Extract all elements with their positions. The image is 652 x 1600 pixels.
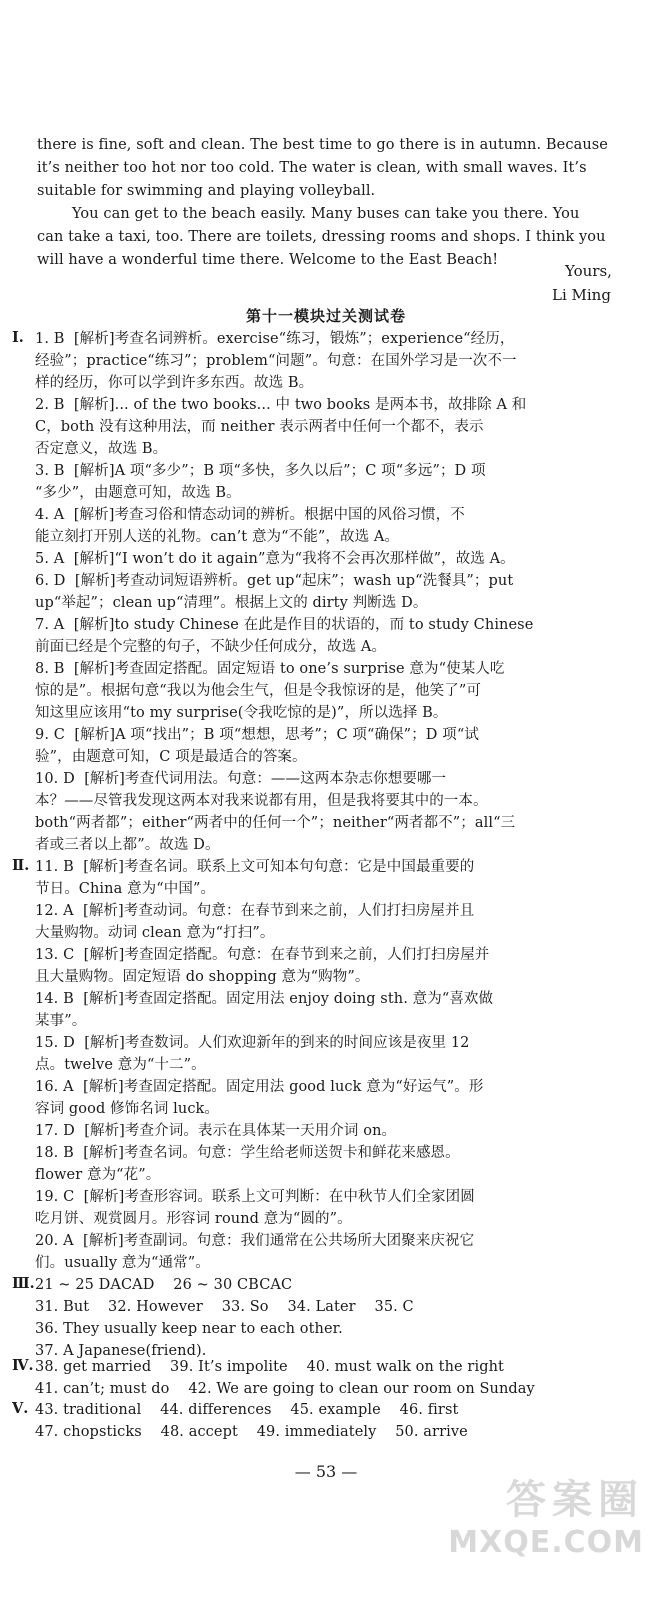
section-marker-i: Ⅰ. (12, 329, 24, 346)
answer-line: 10. D [解析]考查代词用法。句意：——这两本杂志你想要哪一 (35, 771, 447, 787)
answer-line: 否定意义，故选 B。 (35, 441, 168, 457)
answer-line: 节日。China 意为“中国”。 (35, 881, 216, 897)
letter-line: suitable for swimming and playing volleyball. (37, 183, 376, 199)
answer-line: 14. B [解析]考查固定搭配。固定用法 enjoy doing sth. 意为“喜欢做 (35, 991, 494, 1007)
answer-line: 7. A [解析]to study Chinese 在此是作目的状语的，而 to study Chinese (35, 617, 534, 633)
answer-line: up“举起”；clean up“清理”。根据上文的 dirty 判断选 D。 (35, 595, 428, 611)
answer-line: 3. B [解析]A 项“多少”；B 项“多快，多久以后”；C 项“多远”；D 项 (35, 463, 486, 479)
answer-line: 点。twelve 意为“十二”。 (35, 1057, 206, 1073)
answer-line: 15. D [解析]考查数词。人们欢迎新年的到来的时间应该是夜里 12 (35, 1035, 470, 1051)
answer-line: 大量购物。动词 clean 意为“打扫”。 (35, 925, 275, 941)
letter-line: there is fine, soft and clean. The best time to go there is in autumn. Because (37, 137, 608, 153)
answer-line: 4. A [解析]考查习俗和情态动词的辨析。根据中国的风俗习惯，不 (35, 507, 465, 523)
answer-line: 13. C [解析]考查固定搭配。句意：在春节到来之前，人们打扫房屋并 (35, 947, 490, 963)
section-marker-iv: Ⅳ. (12, 1357, 34, 1374)
answer-line: 18. B [解析]考查名词。句意：学生给老师送贺卡和鲜花来感恩。 (35, 1145, 460, 1161)
answer-line: 本？——尽管我发现这两本对我来说都有用，但是我将要其中的一本。 (35, 793, 488, 809)
answer-line: 8. B [解析]考查固定搭配。固定短语 to one’s surprise 意为“使某人吃 (35, 661, 505, 677)
answer-line: 17. D [解析]考查介词。表示在具体某一天用介词 on。 (35, 1123, 397, 1139)
section-marker-v: Ⅴ. (12, 1400, 29, 1417)
watermark-logo (448, 1468, 644, 1560)
answer-line: 能立刻打开别人送的礼物。can’t 意为“不能”，故选 A。 (35, 529, 400, 545)
answer-line: 9. C [解析]A 项“找出”；B 项“想想，思考”；C 项“确保”；D 项“试 (35, 727, 479, 743)
section-title: 第十一模块过关测试卷 (245, 307, 406, 325)
section-marker-ii: Ⅱ. (12, 857, 30, 874)
answer-line: 36. They usually keep near to each other. (35, 1321, 343, 1337)
answer-line: 1. B [解析]考查名词辨析。exercise“练习，锻炼”；experience“经历， (35, 331, 515, 347)
answer-line: 惊的是”。根据句意“我以为他会生气，但是令我惊讶的是，他笑了”可 (35, 683, 481, 699)
answer-line: flower 意为“花”。 (35, 1167, 161, 1183)
letter-line: it’s neither too hot nor too cold. The water is clean, with small waves. It’s (37, 160, 587, 176)
answer-line: both“两者都”；either“两者中的任何一个”；neither“两者都不”；all“三 (35, 815, 516, 831)
answer-line: 验”，由题意可知，C 项是最适合的答案。 (35, 749, 307, 765)
answer-line: 经验”；practice“练习”；problem“问题”。句意：在国外学习是一次不一 (35, 353, 517, 369)
answer-line: 容词 good 修饰名词 luck。 (35, 1101, 220, 1117)
answer-line: 19. C [解析]考查形容词。联系上文可判断：在中秋节人们全家团圆 (35, 1189, 475, 1205)
answer-line: 12. A [解析]考查动词。句意：在春节到来之前，人们打扫房屋并且 (35, 903, 475, 919)
answer-line: 2. B [解析]... of the two books... 中 two books 是两本书，故排除 A 和 (35, 397, 527, 413)
answer-line: 41. can’t; must do 42. We are going to clean our room on Sunday (35, 1381, 535, 1397)
letter-signature: Li Ming (552, 286, 611, 304)
answer-line: 37. A Japanese(friend). (35, 1343, 207, 1359)
watermark-text-top: 答案圈 (506, 1477, 644, 1523)
letter-line: can take a taxi, too. There are toilets, dressing rooms and shops. I think you (37, 229, 606, 245)
answer-line: 5. A [解析]“I won’t do it again”意为“我将不会再次那样做”，故选 A。 (35, 551, 515, 567)
answer-line: 20. A [解析]考查副词。句意：我们通常在公共场所大团聚来庆祝它 (35, 1233, 475, 1249)
answer-line: 38. get married 39. It’s impolite 40. must walk on the right (35, 1359, 504, 1375)
answer-line: 样的经历，你可以学到许多东西。故选 B。 (35, 375, 314, 391)
watermark-text-bottom: MXQE.COM (448, 1525, 644, 1560)
answer-line: 11. B [解析]考查名词。联系上文可知本句句意：它是中国最重要的 (35, 859, 475, 875)
answer-line: 43. traditional 44. differences 45. example 46. first (35, 1402, 459, 1418)
answer-line: 者或三者以上都”。故选 D。 (35, 837, 220, 853)
letter-closing: Yours, (565, 262, 612, 280)
answer-line: 某事”。 (35, 1013, 87, 1029)
letter-line: will have a wonderful time there. Welcome to the East Beach! (37, 252, 499, 268)
answer-line: 31. But 32. However 33. So 34. Later 35. C (35, 1299, 414, 1315)
answer-line: 21 ~ 25 DACAD 26 ~ 30 CBCAC (35, 1277, 293, 1293)
answer-line: 47. chopsticks 48. accept 49. immediately 50. arrive (35, 1424, 468, 1440)
answer-line: 且大量购物。固定短语 do shopping 意为“购物”。 (35, 969, 370, 985)
answer-line: 知这里应该用“to my surprise(令我吃惊的是)”，所以选择 B。 (35, 705, 448, 721)
page-number: — 53 — (294, 1462, 358, 1481)
answer-line: 前面已经是个完整的句子，不缺少任何成分，故选 A。 (35, 639, 387, 655)
letter-line: You can get to the beach easily. Many buses can take you there. You (72, 206, 580, 222)
answer-line: “多少”，由题意可知，故选 B。 (35, 485, 241, 501)
answer-line: 6. D [解析]考查动词短语辨析。get up“起床”；wash up“洗餐具”；put (35, 573, 514, 589)
answer-line: C，both 没有这种用法，而 neither 表示两者中任何一个都不，表示 (35, 419, 484, 435)
section-marker-iii: Ⅲ. (12, 1275, 35, 1292)
answer-line: 们。usually 意为“通常”。 (35, 1255, 210, 1271)
answer-line: 16. A [解析]考查固定搭配。固定用法 good luck 意为“好运气”。形 (35, 1079, 484, 1095)
answer-line: 吃月饼、观赏圆月。形容词 round 意为“圆的”。 (35, 1211, 352, 1227)
